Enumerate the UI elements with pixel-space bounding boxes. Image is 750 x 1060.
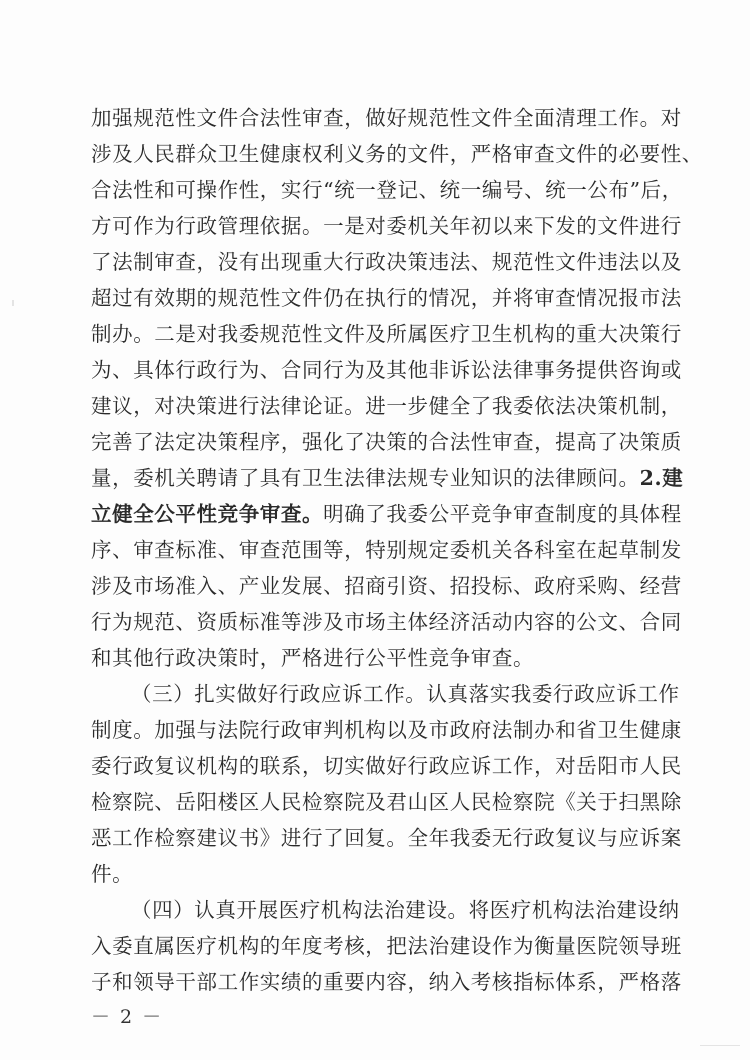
bold-heading: 立健全公平性竞争审查。 [91, 502, 324, 526]
text-line: 序、审查标准、审查范围等，特别规定委机关各科室在起草制发 [91, 538, 682, 562]
text-line: 行为规范、资质标准等涉及市场主体经济活动内容的公文、合同 [91, 610, 682, 634]
page-number: － 2 － [91, 1006, 164, 1028]
text-line: 恶工作检察建议书》进行了回复。全年我委无行政复议与应诉案 [91, 826, 682, 850]
text-line: 委行政复议机构的联系，切实做好行政应诉工作，对岳阳市人民 [91, 754, 682, 778]
text-line: （四）认真开展医疗机构法治建设。将医疗机构法治建设纳 [131, 898, 680, 922]
scan-mark [12, 300, 14, 306]
text-line: 涉及市场准入、产业发展、招商引资、招投标、政府采购、经营 [91, 574, 682, 598]
text-line: 超过有效期的规范性文件仍在执行的情况，并将审查情况报市法 [91, 286, 682, 310]
text-line: 为、具体行政行为、合同行为及其他非诉讼法律事务提供咨询或 [91, 358, 682, 382]
text-line: 制度。加强与法院行政审判机构以及市政府法制办和省卫生健康 [91, 718, 682, 742]
text-line: 检察院、岳阳楼区人民检察院及君山区人民检察院《关于扫黑除 [91, 790, 682, 814]
scan-mark [700, 1045, 740, 1046]
text-line: 件。 [91, 862, 134, 886]
text-line: 建议，对决策进行法律论证。进一步健全了我委依法决策机制， [91, 394, 682, 418]
text-line: 方可作为行政管理依据。一是对委机关年初以来下发的文件进行 [91, 214, 682, 238]
text-line: （三）扎实做好行政应诉工作。认真落实我委行政应诉工作 [131, 682, 680, 706]
text-line: 合法性和可操作性，实行“统一登记、统一编号、统一公布”后， [91, 178, 683, 202]
text-line: 和其他行政决策时，严格进行公平性竞争审查。 [91, 646, 535, 670]
text-line: 子和领导干部工作实绩的重要内容，纳入考核指标体系，严格落 [91, 970, 682, 994]
text-line: 制办。二是对我委规范性文件及所属医疗卫生机构的重大决策行 [91, 322, 682, 346]
text-line: 涉及人民群众卫生健康权利义务的文件，严格审查文件的必要性、 [91, 142, 703, 166]
bold-heading: 2.建 [639, 466, 684, 490]
text-line: 加强规范性文件合法性审查，做好规范性文件全面清理工作。对 [91, 106, 682, 130]
text-line [91, 497, 682, 531]
text-line: 了法制审查，没有出现重大行政决策违法、规范性文件违法以及 [91, 250, 682, 274]
text-line: 完善了法定决策程序，强化了决策的合法性审查，提高了决策质 [91, 430, 682, 454]
line-text: 量，委机关聘请了具有卫生法律法规专业知识的法律顾问。 [91, 466, 640, 490]
line-text: 明确了我委公平竞争审查制度的具体程 [323, 502, 682, 526]
text-line [91, 461, 683, 495]
text-line: 入委直属医疗机构的年度考核，把法治建设作为衡量医院领导班 [91, 934, 682, 958]
